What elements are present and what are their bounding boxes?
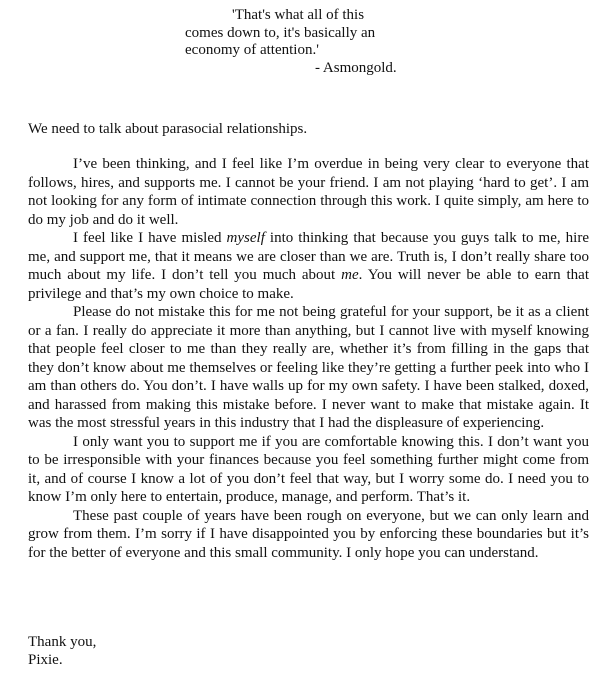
paragraph-text: I feel like I have misled [73,230,227,246]
quote-attribution: - Asmongold. [315,59,397,76]
quote-line: 'That's what all of this [232,7,365,23]
emphasized-text: me [341,267,359,283]
emphasized-text: myself [226,230,265,246]
letter-body [28,155,589,562]
letter-paragraph [28,155,589,229]
paragraph-text: I’ve been thinking, and I feel like I’m overdue in being very clear to everyone that follows, hires, and supports me. I cannot be your friend. I am not playing ‘hard to get’. I am not looking for any form of intimate connection through this work. I quite simply, am here to do my job and do it well. [28,156,589,228]
paragraph-text: I only want you to support me if you are comfortable knowing this. I don’t want you to be irresponsible with your finances because you feel something further might come from it, and of course I know a lot of you don’t feel that way, but I worry some do. I need you to know I’m only here to entertain, produce, manage, and perform. That’s it. [28,433,589,505]
quote-line: comes down to, it's basically an [185,24,376,41]
letter-paragraph [28,303,589,433]
letter-paragraph [28,507,589,563]
paragraph-text: . You will never be able to earn that privilege and that’s my own choice to make. [28,267,589,302]
paragraph-text: These past couple of years have been rough on everyone, but we can only learn and grow from them. I’m sorry if I have disappointed you by enforcing these boundaries but it’s for the better of everyone and this small community. I only hope you can understand. [28,507,589,561]
letter-intro: We need to talk about parasocial relationships. [28,121,308,137]
epigraph-quote [183,7,423,77]
paragraph-text: into thinking that because you guys talk to me, hire me, and support me, that it means we are closer than we are. Truth is, I don’t really share too much about my life. I don’t tell you much about [28,230,589,283]
letter-paragraph [28,433,589,507]
signature: Pixie. [28,652,63,668]
sign-off: Thank you, [28,634,97,650]
letter-closing [28,633,96,669]
quote-line: economy of attention.' [185,42,319,58]
letter-paragraph [28,229,589,303]
paragraph-text: Please do not mistake this for me not being grateful for your support, be it as a client or a fan. I really do appreciate it more than anything, but I cannot live with myself knowing that people feel closer to me than they really are, whether it’s from filling in the gaps that they don’t know about me themselves or feeling like they’re getting a further peek into who I am than others do. You don’t. I have walls up for my own safety. I have been stalked, doxed, and harassed from making this mistake before. I never want to make that mistake again. It was the most stressful years in this industry that I had the displeasure of experiencing. [28,304,589,431]
